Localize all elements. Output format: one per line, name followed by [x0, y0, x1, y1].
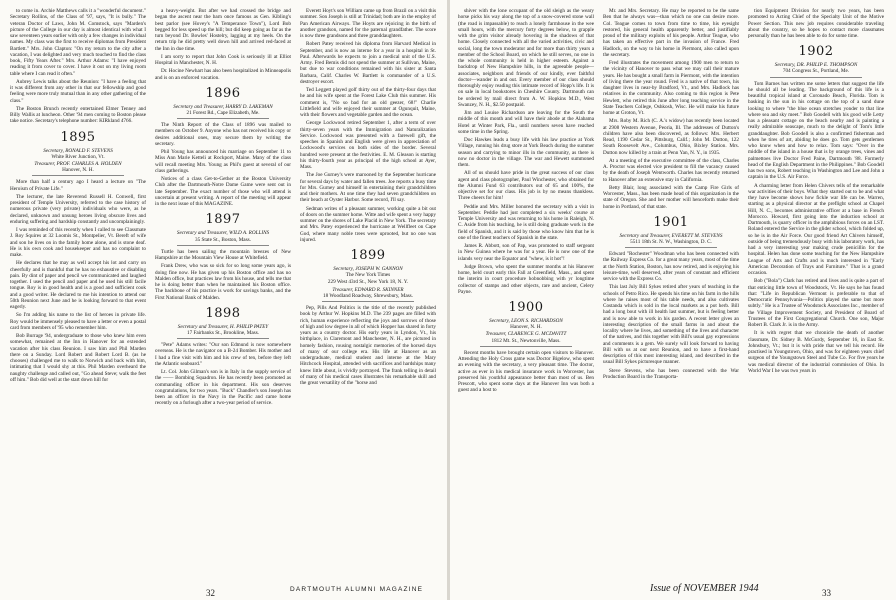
- class-year-heading: 1897: [205, 212, 241, 228]
- paragraph: Sedman writes of a pleasant summer, working quite a bit out of doors on the summer home. Witte and wife spent a very happy summer on the shores of Lake Placid in New York. The secretary and Mrs. Patey experienced the hurricane at Wellfleet on Cape God, where many noble trees were uprooted, but no one was injured.: [300, 205, 436, 243]
- paragraph: Aubrey Lewis talks about the Reunion: "I have a feeling that it was different from any other in that our fellowship and good feeling were more truly mutual than in any other gathering of the class.": [10, 78, 146, 104]
- paragraph: Fred illustrates the movement among 1900 men to return to the vicinity of Hanover to pass what we may call their mature years. He has bought a small farm in Piermont, with the intention of living there the year round. Fred is a native of that town, his daughter lives in near-by Bradford, Vt., and Mrs. Hadlock has relatives in the community. Also coming to this region is Pete Hewlett, who retired this June after long teaching service in the State Teachers College, Oshkosh, Wisc. He will make his future home at Groton, Vt.: [603, 60, 739, 116]
- paragraph: Frank Drew, who was so sick for so long some years ago, is doing fine now. He has given up his Boston office and has no Malden office, but practices law from his house, and tells me that he is doing better than when he maintained his Boston office. The backbone of his practice is work for savings banks, and the First National Bank of Malden.: [155, 263, 291, 301]
- paragraph: Recent months have brought certain open visitors to Hanover. Attending the Holy Cross game was Doctor Bigelow, who spent an evening with the secretary, a very pleasant time. The doctor, active as ever in his medical insurance work in Worcester, has preserved his youthful appearance better than most of us. Ben Prescott, who spent some days at the Hanover Inn was both a guest and a host to: [458, 349, 594, 394]
- paragraph: Phil Young has announced his marriage on September 11 to Miss Ann Marie Ketteli at Rockport, Maine. Many of the class will recall meeting Mrs. Young as Phil's guest at several of our class gatherings.: [155, 149, 291, 174]
- paragraph: Doc Hawkes leads a busy life with his law practice at York Village, running his drug store at York Beach during the summer season and carrying to minor ills in the community, as there is now no doctor in the village. The war and Hewett summoned them.: [458, 137, 594, 168]
- class-address: 229 West 43rd St., New York 18, N. Y.: [327, 279, 409, 286]
- class-secretary: Secretary and Treasurer, WILD A. ROLLINS: [176, 230, 270, 237]
- paragraph: George Lockwood retired September 1, after a term of over thirty-seven years with the Immigration and Naturalization Service. Lockwood was presented with a farewell gift, the speeches in Spanish and English were given in appreciation of Lockwood's services on both sides of the border. Several hundred were present at the festivities. E. M. Gleason is starting his thirty-fourth year as principal of the high school at Ayer, Mass.: [300, 120, 436, 170]
- paragraph: Betty Blair, long associated with the Camp Fire Girls of Worcester, Mass., has been made head of this organization in the state of Oregon. She and her mother will henceforth make their home in Portland, of that state.: [603, 184, 739, 210]
- paragraph: This last July Bill Sykes retired after years of teaching in the schools of Petro Rico. He spends his time on his farm in the hills where he raises most of his table needs, and also cultivates Costanda which is sold in the local markets as a pot herb. Bill had a long bout with ill health last summer, but is feeling better and is now able to work in his garden. A recent letter gives an interesting description of the small farms in and about the locality where he lives, and something of the lives and character of the natives, and this together with Bill's usual gay expressions and comments is a gem. We surely will look forward to having Bill with us at our next Reunion, and to have a first-hand description of this most interesting island, and described in the usual Bill Sykes picturesque manner.: [603, 284, 739, 366]
- left-column-2: [155, 8, 291, 578]
- class-address: 35 State St., Boston, Mass.: [195, 236, 251, 243]
- paragraph: The Boston Brunch recently entertained Elmer Tenney and Billy Wallis at luncheon. Other '94 men coming to Boston please take notice. Secretary's telephone number: KIRkland 4766.: [10, 105, 146, 125]
- paragraph: The Joe Gurney's were marooned by the September hurricane for several days by water and fallen trees. Joe reports a busy time for Mrs. Gurney and himself in entertaining their grandchildren and their mothers. At one time they had seven grandchildren on their beach at Oyster Harbor. Some record, I'll say.: [300, 172, 436, 204]
- paragraph: The Ninth Report of the Class of 1896 was mailed to members on October 9. Anyone who has not received his copy or desires additional ones, may secure them by writing the secretary.: [155, 122, 291, 147]
- class-address: Hanover, N. H.: [62, 167, 94, 174]
- paragraph: I was reminded of this recently when I called to see Classmate J. Roy Squires at 32 Loomis St., Montpelier, Vt. Bereft of wife and son he lives on in the family home alone, and is stone deaf. He is his own cook and housekeeper and has no complaint to make.: [10, 227, 146, 259]
- paragraph: The lecturer, the late Reverend Russell H. Conwell, first president of Temple University, referred to the case history of numerous private (very private) individuals who were, as he declared, unknown and unsung heroes living obscure lives and enduring suffering and hardship constantly and uncomplainingly.: [10, 193, 146, 225]
- paragraph: Turtle has been sailing the mountain breezes of New Hampshire at the Mountain View House at Whitefield.: [155, 248, 291, 262]
- class-secretary: Secretary, LEON S. RICHARDSON: [489, 318, 563, 324]
- paragraph: Notices of a class Get-to-Gether at the Boston University Club after the Dartmouth-Notre Dame Game were sent out in late September. The exact number of those who will attend is uncertain at present writing. A report of the meeting will appear in the next issue of this MAGAZINE.: [155, 176, 291, 208]
- paragraph: Bob ("Bola") Clark has retired and lives and is quite a part of that enticing little town of Woodstock, Vt. He says he has found that: "Life in Republican Vermont is preferable to that of Democratic Pennsylvania—Politics played the same but more subtly." He is a Trustee of Woodstock Associates Inc., member of the Village Improvement Society, and President of Board of Trustees of the First Congregational Church. One son, Major Robert B. Clark Jr. is in the Army.: [748, 278, 884, 329]
- paragraph: He declares that he may as well accept his lot and carry on cheerfully and is thankful that he has no exhaustive or disabling pain. By dint of paper and pencil we communicated and laughed together. I used the pencil and paper and he used his still facile tongue. Roy is in good health and is a good and sufficient cook and a good writer. He declared to me his intention to attend our 50th Reunion next June and he is looking forward to that event eagerly.: [10, 260, 146, 311]
- paragraph: Ted Leggett played golf thirty out of the thirty-four days that he and his wife spent at the Forest Lake Club this summer. His comment is, "No so bad for an old geezer, 68!" Charlie Littlefield and wife enjoyed their summer at Ogunquit, Maine, with their flowers and vegetable garden and the ocean.: [300, 87, 436, 118]
- issue-date: Issue of NOVEMBER 1944: [650, 583, 759, 594]
- class-secretary: Secretary and Treasurer, HARRY D. LAKEMAN: [173, 103, 273, 110]
- class-address: 704 Congress St., Portland, Me.: [782, 68, 850, 75]
- page-number: 33: [822, 588, 831, 598]
- class-address: 18 Woodland Roadway, Shrewsbury, Mass.: [322, 292, 414, 299]
- class-treasurer: Treasurer, CLARENCE G. MCDAVITT: [485, 331, 567, 338]
- left-column-1: [10, 8, 146, 578]
- divider: [322, 301, 414, 302]
- paragraph: James R. Abbott, son of Pap, was promoted to staff sergeant in New Guinea where he was for a year. He is now one of the islands very near the Equator and "whew, is it hot"!: [458, 243, 594, 262]
- class-secretary: Secretary and Treasurer, H. PHILIP PATEY: [177, 323, 269, 330]
- paragraph: So I'm adding his name to the list of heroes in private life. Roy would be immensely pleased to have a letter or even a postal card from members of '95 who remember him.: [10, 312, 146, 331]
- divider: [770, 77, 862, 78]
- paragraph: Dr. Hocine Newhart has also been hospitalized in Minneapolis and is on an enforced vacation.: [155, 68, 291, 81]
- paragraph: Lt. Col. John Gilman's son is in Italy in the supply service of the —— Bombing Squadron. He has recently been promoted as commanding officer in his department. His son deserves congratulations, for two years. "Buck" Chandler's son Joseph has been an officer in the Navy in the Pacific and came home recently on a furlough after a two-year period of service.: [155, 369, 291, 407]
- paragraph: Peddie and Mrs. Miller honored the secretary with a visit in September. Peddie had just completed a six weeks' course at Temple University and was returning to his home in Raleigh, N. C. Aside from his teaching, he is still doing graduate work in the field of Spanish, and it is said by those who know him that he is one of the finest teachers of Spanish in the state.: [458, 203, 594, 241]
- magazine-title: DARTMOUTH ALUMNI MAGAZINE: [290, 586, 424, 593]
- paragraph: tion Equipment Division for nearly two years, has been promoted to Acting Chief of the Specialty Unit of the Motive Power Section. This new job requires considerable traveling about the country, so he hopes to contact more classmates personally than he has been able to do for some time.: [748, 8, 884, 39]
- paragraph: All of us should have pride in the great success of our class agent and class photographer, Paul Winchester, who obtained for the Alumni Fund 63 contributors out of 65 and 100%, the objective set for our class. His job is by no means thankless. Three cheers for him!: [458, 170, 594, 202]
- right-column-1: [458, 8, 594, 578]
- paragraph: Edward "Rochester" Woodman who has been connected with the Railway Express Co. for a great many years, most of the time at the North Station, Boston, has now retired, and is enjoying his leisure-time, well deserved, after years of constant and efficient service with the Express Co.: [603, 251, 739, 283]
- right-column-2: [603, 8, 739, 578]
- paragraph: Mrs. Roby M. Rich (C. A.'s widow) has recently been located at 2908 Western Avenue, Peoria, Ill. The addresses of Dutton's children have also been discovered, as follows: Mrs. Herbert Read, 1190 Cedar St., Pittsburg, Calif.; John M. Dutton, 122 South Roosevelt Ave., Columbus, Ohio, Bixley Station. Mrs. Dutton now killed by a train at Penn Yan, N. Y., in 1935.: [603, 118, 739, 156]
- class-year-heading: 1902: [798, 44, 834, 60]
- class-secretary: Secretary, RONALD F. STEVENS: [43, 147, 113, 154]
- paragraph: I am sorry to report that John Cook is seriously ill at Elliot Hospital in Manchester, N. H.: [155, 53, 291, 66]
- paragraph: Tom Barnes has written me some letters that suggest the life he should all be leading. The background of this life is a beautiful tropical island at Coronado Beach, Florida. Tom is basking in the sun in his cottage on the top of a sand dune looking to where "the blue ocean stretches yonder to that line where sea and sky meet." Bob Goodell with his good wife Letty has a pleasant cottage on the beach nearby and is painting a really admirable seascape, much to the delight of Tom's little granddaughter. Bob Goodell is also a confirmed fisherman and when he tires of art, abiding he does go. Tom gets gentlemen who know when and how to relax. Tom says: "Over in the middle of the island in a house that is by orange trees, vines and palmettoes live Doctor Fred Paine, Dartmouth '88. Formerly head of the English Department in the Philippines." Bob Goodell has two sons, Robert teaching in Washington and Lee and John a captain in the U.S. Air Force.: [748, 80, 884, 181]
- class-address: 21 Forest Rd., Cape Elizabeth, Me.: [186, 109, 260, 116]
- divider: [177, 118, 269, 119]
- page-number: 32: [206, 588, 215, 598]
- divider: [625, 247, 717, 248]
- paragraph: Bob Burrage '94, undergraduate to those who knew him even somewhat, remained at the Inn in Hanover for an extended vacation after his class Reunion. I saw him and Phil Marden there on a Sunday. Lord Robert and Robert Lord B. (as he chooses) challenged me to walk to Norwich and back with him, intimating that I would shy at this. Phil Marden overheard the naughty challenge and called out, "Go ahead Steve; walk the feet off him." Bob did well at the start down hill for: [10, 333, 146, 383]
- class-year-heading: 1900: [508, 300, 544, 315]
- paragraph: Pep, Pills And Politics is the title of the recently published book by Arthur W. Hopkins M.D. The 239 pages are filled with rich, human experience reflecting the joys and sorrows of those of high and low degree in all of which Hopper has shared in forty years as a country doctor. His early years in Lyndon, Vt., his birthplace, in Claremont and Manchester, N. H., are pictured in homely fashion, rousing nostalgic memories of the horsed days of many of our college era. His life at Hanover as an undergraduate, medical student and interne at the Mary Hitchcock Hospital, attended with sacrifices and hardships many knew little about, is vividly portrayed. The frank telling in detail of many of his medical cases illustrates his remarkable skill and the great versatility of the "horse and: [300, 305, 436, 387]
- paragraph: At a meeting of the executive committee of the class, Charles A. Proctor was elected vice president to fill the vacancy caused by the death of Joseph Wentworth. Charles has recently returned to Hanover after an extensive stay in California.: [603, 157, 739, 183]
- class-year-heading: 1896: [205, 85, 241, 101]
- class-treasurer: Treasurer, PROF. CHARLES A. HOLDEN: [34, 160, 122, 167]
- paragraph: a heavy-weight. But after we had crossed the bridge and began the ascent near the barn once famous as Gen. Kibling's best parlor (see Hovey's "A Temperance Town"), Lord Bob begged for less speed up the hill; but did keep going as far as the turn beyond Dr. Bowles' Hostelry, lagging at my heels. On the return trip he did pretty well down hill and arrived red-faced at the Inn in due time.: [155, 8, 291, 52]
- class-treasurer: Treasurer, EDWARD R. SKINNER: [332, 286, 404, 293]
- paragraph: Judge Brown, who spent the summer months at his Hanover home, held court early this Fall at Greenfield, Mass., and spent the interim in court procedure hobnobbing with yr longtime collector of stamps and other objects, rare and ancient, Celery Payne.: [458, 263, 594, 295]
- paragraph: to come in. Archie Matthews calls it a "wonderful document." Secretary Rollins, of the Class of '97, says, "It is bully." The veteran Doctor of Laws, John M. Comstock, says "Marden's picture of the College in our day is almost identical with what I saw seventeen years earlier with only a few changes in individual names. My class was the first to receive diplomas from President Bartlett." Mrs. John Clapton: "On my return to the city after a vacation, I was delighted and very much touched to find the class book, Fifty Years After." Mrs. Arthur Adams: "I have enjoyed reading it from cover to cover. I have it out on my living room table where I can read it often.": [10, 8, 146, 77]
- paragraph: Everett Hoyt's son William came up from Brazil on a visit this summer. Son Joseph is still at Trinidad; both are in the employ of Pan American Airways. The Hoyts are rejoicing in the birth of another grandson, named for the paternal grandfather. The score is now three grandsons and three granddaughters.: [300, 8, 436, 39]
- paragraph: Mr. and Mrs. Secretary. He may be reported to be the same Ben that he always was—than which no one can desire more. Col. Teague comes to town from time to time, his eyesight restored, his general health apparently better, and justifiably proud of the military exploits of his people. Arthur Teague, who has taken an effective part in the invasion of France. Fred Hadlock, on the way to his home in Piermont, also called upon the secretary.: [603, 8, 739, 58]
- right-column-3: [748, 8, 884, 578]
- divider: [32, 175, 124, 176]
- divider: [177, 338, 269, 339]
- paragraph: Steve Stevens, who has been connected with the War Production Board in the Transporta-: [603, 367, 739, 380]
- paragraph: "Pete" Adams writes: "Our son Edmund is now somewhere overseas. He is the navigator on a B-24 Bomber. His mother and I had a fine visit with him and his crew of ten, before they left the Atlantic seaboard.": [155, 342, 291, 367]
- class-year-heading: 1899: [350, 248, 386, 263]
- divider: [480, 346, 572, 347]
- left-column-3: [300, 8, 436, 578]
- paragraph: shiver with the lone occupant of the old sleigh as the weary horse picks his way along the top of a snow-covered stone wall (the road is impassable) to reach a lonely farmhouse in the wee small hours, with the mercury forty degrees below, to grapple with the grim visitor already hovering in the shadows of that home. Closely connected with all the varied activities, civic and social, long the town moderator and for more than thirty years a member of the School Board, on which he still serves, no one in the whole community is held in higher esteem. Against a backdrop of New Hampshire hills, in the agreeable people—associates, neighbors and friends of our kindly, ever faithful doctor—wander in and out. Every member of our class should thoroughly enjoy reading this intimate record of Hopp's life. It is on sale in local bookstores in Cheshire County. Dartmouth can be ordered by mail direct from A. W. Hopkins M.D., West Swanzey, N. H., $2.50 postpaid.: [458, 8, 594, 108]
- right-page: [450, 0, 896, 600]
- paragraph: It is with regret that we chronicle the death of another classmate, Dr. Sidney B. McGurdy, September 16, in East St. Johnsbury, Vt.; but it is with pride that we tell his record. He practised in Youngstown, Ohio, and was for eighteen years chief surgeon of the Youngstown Steel and Tube Co. For five years he was medical director of the industrial commission of Ohio. In World War I he was two years in: [748, 330, 884, 374]
- class-year-heading: 1895: [60, 129, 96, 145]
- paragraph: Robert Patey received his diploma from Harvard Medical in September, and is now an interne for a year in a hospital in St. Paul. Afterwards he expects to join a medical unit of the U.S. Army. Fred Bemis did not spend the summer at Sullivan, Maine, but due to war conditions remained with his sister at Santa Barbara, Calif. Charles W. Bartlett is commander of a U.S. destroyer escort.: [300, 41, 436, 85]
- class-address: Hanover, N. H.: [510, 324, 542, 331]
- class-address: 1812 Mt. St., Newtonville, Mass.: [491, 337, 561, 344]
- class-secretary: Secretary, DR. PHILIP E. THOMPSON: [774, 62, 858, 69]
- paragraph: Jim and Louise Richardson are leaving for the South the middle of this month and will have their abode at the Alabama Hotel at Winter Park, Fla., until numbers seven have reached some time in the Spring.: [458, 110, 594, 135]
- class-address: White River Junction, Vt.: [51, 153, 105, 160]
- paragraph: More than half a century ago I heard a lecture on "The Heroism of Private Life.": [10, 179, 146, 192]
- class-secretary: Secretary and Treasurer, EVERETT M. STEVENS: [619, 232, 723, 239]
- paragraph: A charming letter from Helen Chivers tells of the remarkable war activities of their boys. What they started out to be and what they have become shows how fickle war life can be. Warren, starting as a physical director at the preflight school at Chapel Hill, N. C., becomes administrative officer at a base in French Morocco. Howard, first going into the induction school at Dartmouth, is quarry officer in the amphibious forces on an LST. Roland entered the Service in the glider school, which folded up, so he is in the Air Force. Our good friend Art Chivers himself, outside of being tremendously busy with his laboratory work, has had a very interesting year making crude penicillin for the hospital. Helen has done some teaching for the New Hampshire League of Arts and Crafts and is much interested in "Early American Decoration of Trays and Furniture." That is a grand occasion.: [748, 182, 884, 277]
- class-address: The New York Times: [345, 272, 391, 279]
- class-year-heading: 1901: [653, 214, 689, 230]
- class-year-heading: 1898: [205, 305, 241, 321]
- class-address: 5511 18th St. N. W., Washington, D. C.: [630, 238, 712, 245]
- class-address: 17 Fairbanks St., Brookline, Mass.: [186, 330, 260, 337]
- divider: [177, 245, 269, 246]
- class-secretary: Secretary, JOSEPH W. GANNON: [333, 266, 403, 272]
